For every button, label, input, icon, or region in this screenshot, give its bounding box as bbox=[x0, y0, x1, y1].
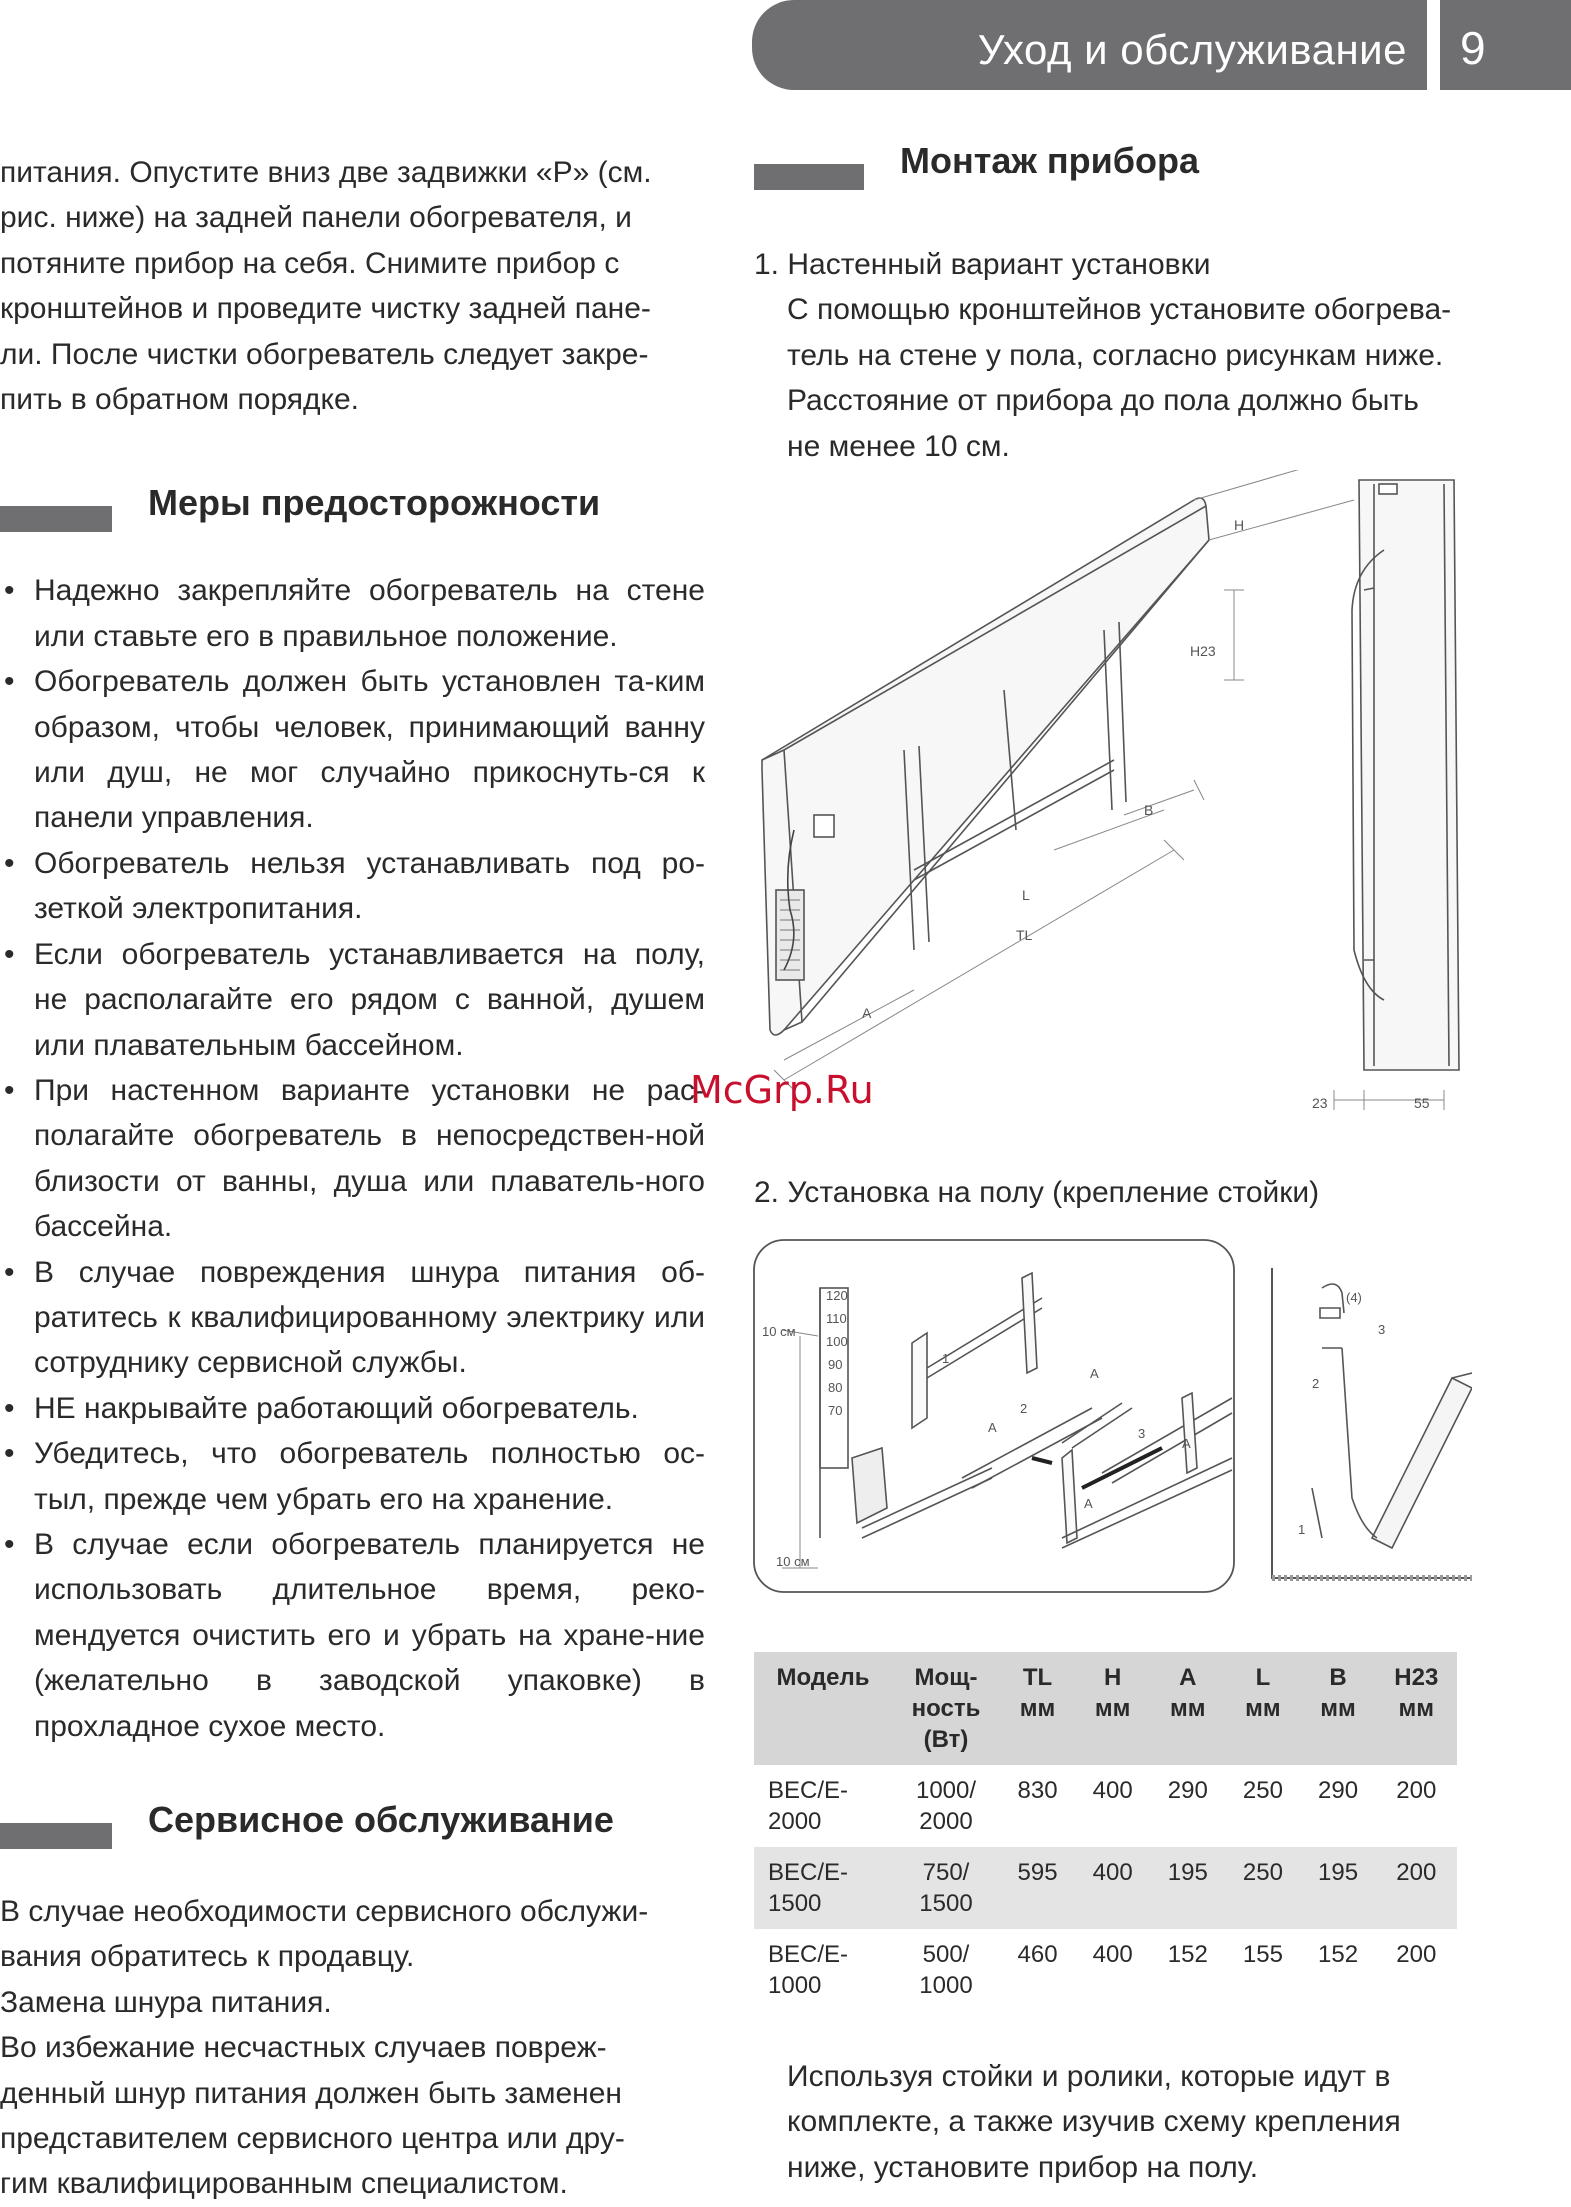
text-line: Во избежание несчастных случаев повреж- bbox=[0, 2031, 607, 2065]
text-line: Используя стойки и ролики, которые идут в bbox=[787, 2060, 1391, 2093]
text-line: тель на стене у пола, согласно рисункам ниже. bbox=[787, 338, 1444, 372]
text-line: С помощью кронштейнов установите обогрева- bbox=[787, 293, 1452, 327]
cell-tl: 460 bbox=[1017, 1941, 1058, 1968]
left-column bbox=[0, 150, 705, 2207]
list-item: • Обогреватель должен быть установлен та-ким образом, чтобы человек, принимающий ванну или душ, не мог случайно прикоснуть-ся к панели управления. bbox=[0, 659, 705, 841]
intro-paragraph bbox=[0, 150, 705, 422]
col-header-a bbox=[1150, 1652, 1225, 1765]
table-row bbox=[754, 1765, 1457, 1847]
header-text: (Вт) bbox=[923, 1726, 969, 1753]
cell-b: 290 bbox=[1318, 1777, 1359, 1804]
text-line: ниже, установите прибор на полу. bbox=[787, 2150, 1259, 2184]
table-row bbox=[754, 1847, 1457, 1929]
dim-label-b: B bbox=[1144, 802, 1154, 818]
step-label: (4) bbox=[1346, 1290, 1362, 1305]
text-line: представителем сервисного центра или дру- bbox=[0, 2122, 625, 2156]
text-line: комплекте, а также изучив схему крепления bbox=[787, 2105, 1401, 2139]
text-line: денный шнур питания должен быть заменен bbox=[0, 2076, 623, 2110]
text-line: Расстояние от прибора до пола должно быть bbox=[787, 384, 1419, 418]
ten-cm-label: 10 см bbox=[776, 1554, 810, 1569]
col-header-model bbox=[754, 1652, 892, 1765]
cell-text: BEC/E- bbox=[768, 1777, 849, 1804]
text-line: вания обратитесь к продавцу. bbox=[0, 1940, 415, 1974]
scale-label: 100 bbox=[826, 1334, 848, 1349]
text-line: пить в обратном порядке. bbox=[0, 383, 360, 417]
cell-text: 1000/ bbox=[915, 1777, 977, 1804]
wall-mount-instructions bbox=[754, 242, 1459, 469]
cell-a: 195 bbox=[1150, 1847, 1225, 1929]
list-item: • Надежно закрепляйте обогреватель на стене или ставьте его в правильное положение. bbox=[0, 568, 705, 659]
step-label: 2 bbox=[1020, 1401, 1028, 1416]
header-text: L bbox=[1255, 1664, 1271, 1691]
cell-h: 400 bbox=[1092, 1941, 1133, 1968]
cell-model bbox=[754, 1765, 892, 1847]
step-label: 1 bbox=[1298, 1522, 1306, 1537]
mount-heading bbox=[754, 140, 1459, 200]
ten-cm-label: 10 см bbox=[762, 1324, 796, 1339]
dim-label-l: L bbox=[1022, 887, 1030, 903]
cell-text: 1000 bbox=[919, 1972, 973, 1999]
list-item: • Обогреватель нельзя устанавливать под ро-зеткой электропитания. bbox=[0, 841, 705, 932]
floor-mount-diagram bbox=[752, 1238, 1472, 1594]
cell-model bbox=[754, 1929, 892, 2011]
cell-text: 1500 bbox=[919, 1890, 973, 1917]
text-line: ли. После чистки обогреватель следует закре- bbox=[0, 337, 649, 371]
cell-l: 155 bbox=[1242, 1941, 1283, 1968]
list-item: • При настенном варианте установки не рас-полагайте обогреватель в непосредствен-ной близости от ванны, душа или плаватель-ного бассейна. bbox=[0, 1068, 705, 1250]
header-text: H23 bbox=[1394, 1664, 1439, 1691]
dim-label-a: A bbox=[862, 1005, 872, 1021]
step-label: 3 bbox=[1378, 1322, 1386, 1337]
precautions-list bbox=[0, 568, 705, 1749]
heading-text: Монтаж прибора bbox=[900, 140, 1200, 181]
precautions-heading bbox=[0, 482, 705, 542]
cell-h23: 200 bbox=[1396, 1941, 1437, 1968]
text-line: питания. Опустите вниз две задвижки «P» (см. bbox=[0, 156, 652, 189]
cell-b: 152 bbox=[1318, 1941, 1359, 1968]
a-label: A bbox=[988, 1420, 997, 1435]
col-header-b bbox=[1301, 1652, 1376, 1765]
specs-table bbox=[754, 1652, 1457, 2011]
step-label: 1 bbox=[942, 1351, 950, 1366]
cell-text: 1000 bbox=[768, 1972, 822, 1999]
cell-power bbox=[892, 1765, 1000, 1847]
step-label: 3 bbox=[1138, 1426, 1146, 1441]
cell-l: 250 bbox=[1225, 1847, 1300, 1929]
wall-mount-diagram bbox=[754, 470, 1474, 1120]
text-line: гим квалифицированным специалистом. bbox=[0, 2167, 568, 2201]
page-number: 9 bbox=[1440, 0, 1571, 90]
header-unit: мм bbox=[1320, 1695, 1356, 1722]
cell-text: 500/ bbox=[922, 1941, 970, 1968]
header-text: A bbox=[1179, 1664, 1197, 1691]
header-text: Мощ- bbox=[914, 1664, 978, 1691]
col-header-power bbox=[892, 1652, 1000, 1765]
heading-text: Меры предосторожности bbox=[148, 482, 601, 524]
header-unit: мм bbox=[1245, 1695, 1281, 1722]
header-text: B bbox=[1329, 1664, 1347, 1691]
heading-bar bbox=[754, 164, 864, 190]
right-column bbox=[754, 140, 1459, 469]
cell-tl: 830 bbox=[1017, 1777, 1058, 1804]
cell-model bbox=[754, 1847, 892, 1929]
heading-text: Сервисное обслуживание bbox=[148, 1799, 614, 1840]
step-title: 2. Установка на полу (крепление стойки) bbox=[754, 1176, 1320, 1209]
dim-label-tl: TL bbox=[1016, 927, 1033, 943]
scale-label: 110 bbox=[826, 1311, 847, 1326]
col-header-h23 bbox=[1376, 1652, 1457, 1765]
floor-mount-paragraph bbox=[787, 2054, 1459, 2190]
list-item: • Если обогреватель устанавливается на полу, не располагайте его рядом с ванной, душем или плавательным бассейном. bbox=[0, 932, 705, 1068]
cell-power bbox=[892, 1929, 1000, 2011]
table-row bbox=[754, 1929, 1457, 2011]
header-text: ность bbox=[911, 1695, 981, 1722]
cell-h23: 200 bbox=[1396, 1777, 1437, 1804]
text-line: рис. ниже) на задней панели обогревателя, и bbox=[0, 201, 632, 235]
col-header-h bbox=[1075, 1652, 1150, 1765]
cell-b: 195 bbox=[1301, 1847, 1376, 1929]
service-paragraph bbox=[0, 1889, 705, 2207]
watermark: McGrp.Ru bbox=[690, 1068, 874, 1112]
list-item: • Убедитесь, что обогреватель полностью ос-тыл, прежде чем убрать его на хранение. bbox=[0, 1431, 705, 1522]
header-text: TL bbox=[1022, 1664, 1053, 1691]
cell-text: 2000 bbox=[768, 1808, 822, 1835]
heading-bar bbox=[0, 506, 112, 532]
a-label: A bbox=[1090, 1366, 1099, 1381]
step-label: 2 bbox=[1312, 1376, 1320, 1391]
col-header-l bbox=[1225, 1652, 1300, 1765]
text-line: потяните прибор на себя. Снимите прибор с bbox=[0, 246, 620, 280]
header-text: H bbox=[1104, 1664, 1122, 1691]
text-line: не менее 10 см. bbox=[787, 429, 1010, 463]
dim-label-23: 23 bbox=[1312, 1095, 1328, 1111]
a-label: A bbox=[1182, 1436, 1191, 1451]
list-item: • НЕ накрывайте работающий обогреватель. bbox=[0, 1386, 705, 1431]
cell-a: 290 bbox=[1167, 1777, 1208, 1804]
cell-text: BEC/E- bbox=[768, 1941, 849, 1968]
scale-label: 80 bbox=[828, 1380, 843, 1395]
dim-label-h: H bbox=[1234, 517, 1245, 533]
header-unit: мм bbox=[1170, 1695, 1206, 1722]
cell-text: 750/ bbox=[922, 1859, 970, 1886]
text-line: кронштейнов и проведите чистку задней пане- bbox=[0, 292, 651, 326]
cell-h23: 200 bbox=[1376, 1847, 1457, 1929]
scale-label: 90 bbox=[828, 1357, 843, 1372]
cell-h: 400 bbox=[1075, 1847, 1150, 1929]
cell-text: 1500 bbox=[768, 1890, 822, 1917]
text-line: Замена шнура питания. bbox=[0, 1985, 332, 2019]
list-item: • В случае если обогреватель планируется не использовать длительное время, реко-мендуется очистить его и убрать на хране-ние (желательно в заводской упаковке) в прохладное сухое место. bbox=[0, 1522, 705, 1749]
scale-label: 70 bbox=[828, 1403, 843, 1418]
dim-label-h23: H23 bbox=[1190, 643, 1216, 659]
cell-text: 2000 bbox=[919, 1808, 973, 1835]
table-header-row bbox=[754, 1652, 1457, 1765]
scale-label: 120 bbox=[826, 1288, 848, 1303]
dim-label-55: 55 bbox=[1414, 1095, 1430, 1111]
text-line: В случае необходимости сервисного обслужи- bbox=[0, 1895, 649, 1928]
cell-l: 250 bbox=[1242, 1777, 1283, 1804]
list-item: • В случае повреждения шнура питания об-ратитесь к квалифицированному электрику или сотруднику сервисной службы. bbox=[0, 1250, 705, 1386]
cell-a: 152 bbox=[1167, 1941, 1208, 1968]
header-unit: мм bbox=[1094, 1695, 1131, 1722]
service-heading bbox=[0, 1799, 705, 1859]
col-header-tl bbox=[1000, 1652, 1075, 1765]
header-unit: мм bbox=[1019, 1695, 1056, 1722]
header-unit: мм bbox=[1398, 1695, 1435, 1722]
cell-power bbox=[892, 1847, 1000, 1929]
cell-h: 400 bbox=[1092, 1777, 1133, 1804]
header-text: Модель bbox=[776, 1664, 870, 1691]
heading-bar bbox=[0, 1823, 112, 1849]
section-title: Уход и обслуживание bbox=[977, 26, 1407, 73]
cell-text: BEC/E- bbox=[768, 1859, 849, 1886]
step-title: 1. Настенный вариант установки bbox=[754, 248, 1211, 281]
cell-tl: 595 bbox=[1000, 1847, 1075, 1929]
a-label: A bbox=[1084, 1496, 1093, 1511]
